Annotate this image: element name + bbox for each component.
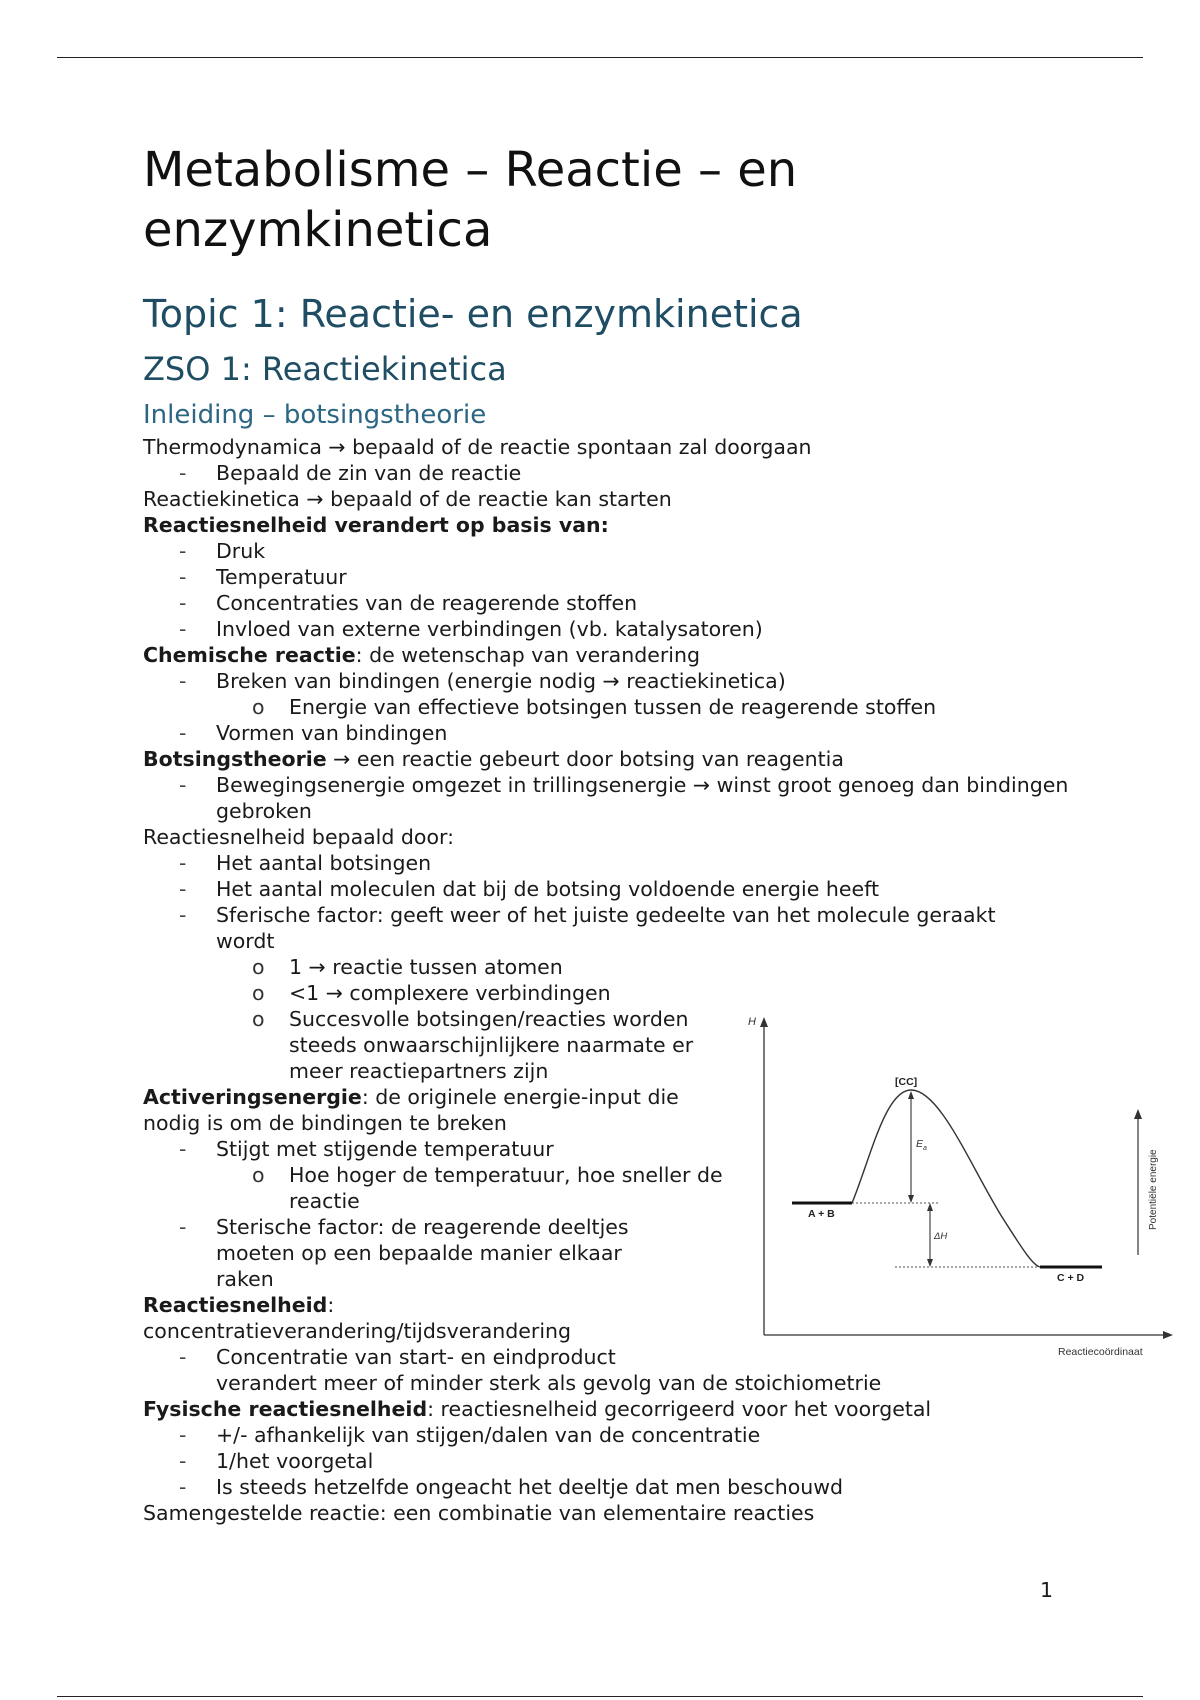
act-item: - Sterische factor: de reagerende deeltjes moeten op een bepaalde manier elkaar raken — [143, 1214, 671, 1292]
rs-item: - Concentraties van de reagerende stoffen — [143, 590, 1143, 616]
act-sub-item: o Hoe hoger de temperatuur, hoe sneller de reactie — [143, 1162, 734, 1214]
bepaald-item: - Het aantal moleculen dat bij de botsing voldoende energie heeft — [143, 876, 1143, 902]
act-line — [143, 1084, 733, 1136]
chem-def: : de wetenschap van verandering — [355, 643, 700, 667]
samen-line: Samengestelde reactie: een combinatie van elementaire reacties — [143, 1501, 815, 1525]
page-number: 1 — [1040, 1578, 1054, 1602]
bots-def: → een reactie gebeurt door botsing van reagentia — [326, 747, 844, 771]
rs-item: - Temperatuur — [143, 564, 1143, 590]
potential-label: Potentiële energie — [1148, 1149, 1159, 1230]
dh-arrow-bottom — [927, 1259, 933, 1267]
reaction-axis-arrow — [1163, 1331, 1173, 1339]
energy-axis-label: H — [748, 1016, 756, 1028]
rsn-term: Reactiesnelheid — [143, 1293, 328, 1317]
fys-item: - Is steeds hetzelfde ongeacht het deeltje dat men beschouwd — [143, 1474, 1143, 1500]
fys-line — [143, 1396, 1143, 1422]
sfer-sub-item: o <1 → complexere verbindingen — [143, 980, 1143, 1006]
ea-label — [916, 1138, 927, 1152]
reaction-axis-label: Reactiecoördinaat — [1058, 1346, 1143, 1358]
bots-item: - Bewegingsenergie omgezet in trillingsenergie → winst groot genoeg dan bindingen gebroken — [143, 772, 1096, 824]
section-heading: Inleiding – botsingstheorie — [143, 400, 487, 430]
rs-basis-line — [143, 512, 1143, 538]
bepaald-line: Reactiesnelheid bepaald door: — [143, 825, 454, 849]
chem-item: - Vormen van bindingen — [143, 720, 1143, 746]
potential-arrow-head — [1134, 1109, 1142, 1119]
fys-term: Fysische reactiesnelheid — [143, 1397, 428, 1421]
rsn-line-2: concentratieverandering/tijdsverandering — [143, 1319, 572, 1343]
rs-basis-term: Reactiesnelheid verandert op basis van: — [143, 513, 609, 537]
fys-item: - 1/het voorgetal — [143, 1448, 1143, 1474]
energy-diagram — [740, 1005, 1180, 1365]
bepaald-item: - Het aantal botsingen — [143, 850, 1143, 876]
reactant-label: A + B — [808, 1208, 835, 1220]
rsn-item-continuation: verandert meer of minder sterk als gevolg van de stoichiometrie — [216, 1371, 882, 1395]
sfer-sub-item: o Succesvolle botsingen/reacties worden steeds onwaarschijnlijkere naarmate er meer reactiepartners zijn — [143, 1006, 739, 1084]
header-rule — [57, 57, 1143, 58]
thermo-line: Thermodynamica → bepaald of de reactie spontaan zal doorgaan — [143, 435, 812, 459]
sfer-sub-item: o 1 → reactie tussen atomen — [143, 954, 1143, 980]
ea-subscript: a — [923, 1145, 927, 1152]
topic-heading: Topic 1: Reactie- en enzymkinetica — [143, 292, 803, 336]
bepaald-item: - Sferische factor: geeft weer of het juiste gedeelte van het molecule geraakt wordt — [143, 902, 1056, 954]
fys-def: : reactiesnelheid gecorrigeerd voor het voorgetal — [427, 1397, 932, 1421]
rs-item: - Druk — [143, 538, 1143, 564]
chem-term: Chemische reactie — [143, 643, 356, 667]
fys-item: - +/- afhankelijk van stijgen/dalen van de concentratie — [143, 1422, 1143, 1448]
kinetica-line: Reactiekinetica → bepaald of de reactie kan starten — [143, 487, 672, 511]
chem-sub-item: o Energie van effectieve botsingen tussen de reagerende stoffen — [143, 694, 1143, 720]
ea-arrow-bottom — [908, 1195, 914, 1203]
peak-label: [CC] — [895, 1076, 918, 1088]
ea-letter: E — [916, 1138, 924, 1150]
energy-axis-arrow — [760, 1017, 768, 1027]
act-item: - Stijgt met stijgende temperatuur — [143, 1136, 1143, 1162]
act-term: Activeringsenergie — [143, 1085, 362, 1109]
bots-line — [143, 746, 1143, 772]
rs-item: - Invloed van externe verbindingen (vb. katalysatoren) — [143, 616, 1143, 642]
dh-label: ΔH — [934, 1231, 948, 1242]
zso-heading: ZSO 1: Reactiekinetica — [143, 350, 507, 388]
chem-item: - Breken van bindingen (energie nodig → reactiekinetica) — [143, 668, 1143, 694]
footer-rule — [57, 1696, 1143, 1697]
dh-arrow-top — [927, 1203, 933, 1211]
act-def: : de originele energie-input die nodig is om de bindingen te breken — [143, 1085, 679, 1135]
rsn-item: - Concentratie van start- en eindproduct — [143, 1344, 1143, 1370]
product-label: C + D — [1057, 1272, 1085, 1284]
thermo-sub-item: - Bepaald de zin van de reactie — [143, 460, 1143, 486]
document-title: Metabolisme – Reactie – en enzymkinetica — [143, 142, 798, 258]
bots-term: Botsingstheorie — [143, 747, 327, 771]
ea-arrow-top — [908, 1091, 914, 1099]
rsn-def: : — [327, 1293, 335, 1317]
chem-line — [143, 642, 1143, 668]
